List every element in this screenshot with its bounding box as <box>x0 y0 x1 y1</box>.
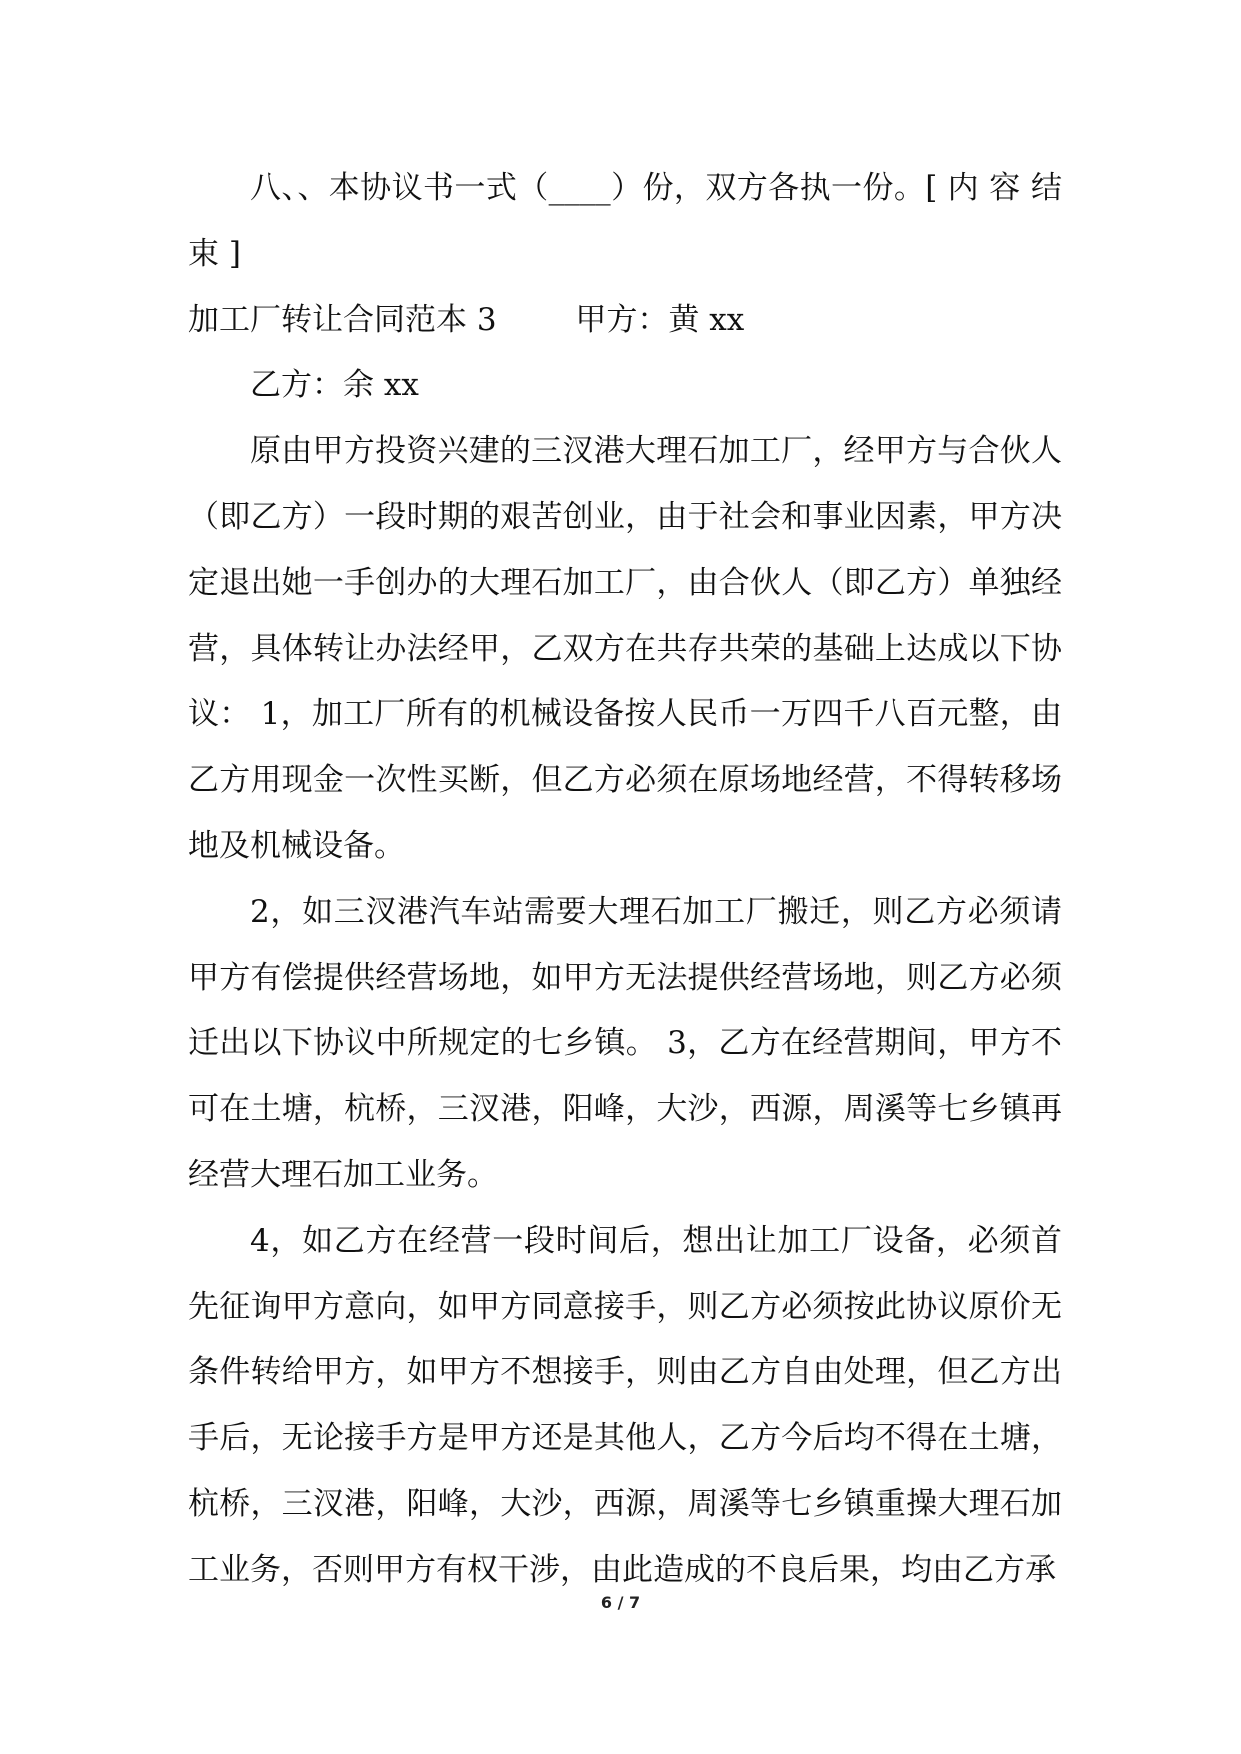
party-b: 乙方：余 xx <box>250 367 419 404</box>
section-title: 加工厂转让合同范本 3 <box>188 301 497 338</box>
intro-paragraph: 原由甲方投资兴建的三汊港大理石加工厂，经甲方与合伙人（即乙方）一段时期的艰苦创业，由于社会和事业因素，甲方决定退出她一手创办的大理石加工厂，由合伙人（即乙方）单独经营，具体转让办法经甲，乙双方在共存共荣的基础上达成以下协议： 1，加工厂所有的机械设备按人民币一万四千八百元整，由乙方用现金一次性买断，但乙方必须在原场地经营，不得转移场地及机械设备。 <box>188 433 1062 864</box>
document-body <box>188 156 1062 1604</box>
clause-4-paragraph: 4，如乙方在经营一段时间后，想出让加工厂设备，必须首先征询甲方意向，如甲方同意接手，则乙方必须按此协议原价无条件转给甲方，如甲方不想接手，则由乙方自由处理，但乙方出手后，无论接手方是甲方还是其他人，乙方今后均不得在土塘，杭桥，三汊港，阳峰，大沙，西源，周溪等七乡镇重操大理石加工业务，否则甲方有权干涉，由此造成的不良后果，均由乙方承 <box>188 1222 1062 1588</box>
clause-eight-paragraph: 八、、本协议书一式（____）份，双方各执一份。[ 内 容 结 束 ] <box>188 170 1062 272</box>
party-a: 甲方：黄 xx <box>575 301 745 338</box>
section-title-line <box>188 288 1062 354</box>
page-number: 6 / 7 <box>600 1593 641 1612</box>
clause-2-3-paragraph: 2，如三汊港汽车站需要大理石加工厂搬迁，则乙方必须请甲方有偿提供经营场地，如甲方无法提供经营场地，则乙方必须迁出以下协议中所规定的七乡镇。 3，乙方在经营期间，甲方不可在土塘，杭桥，三汊港，阳峰，大沙，西源，周溪等七乡镇再经营大理石加工业务。 <box>188 893 1062 1193</box>
